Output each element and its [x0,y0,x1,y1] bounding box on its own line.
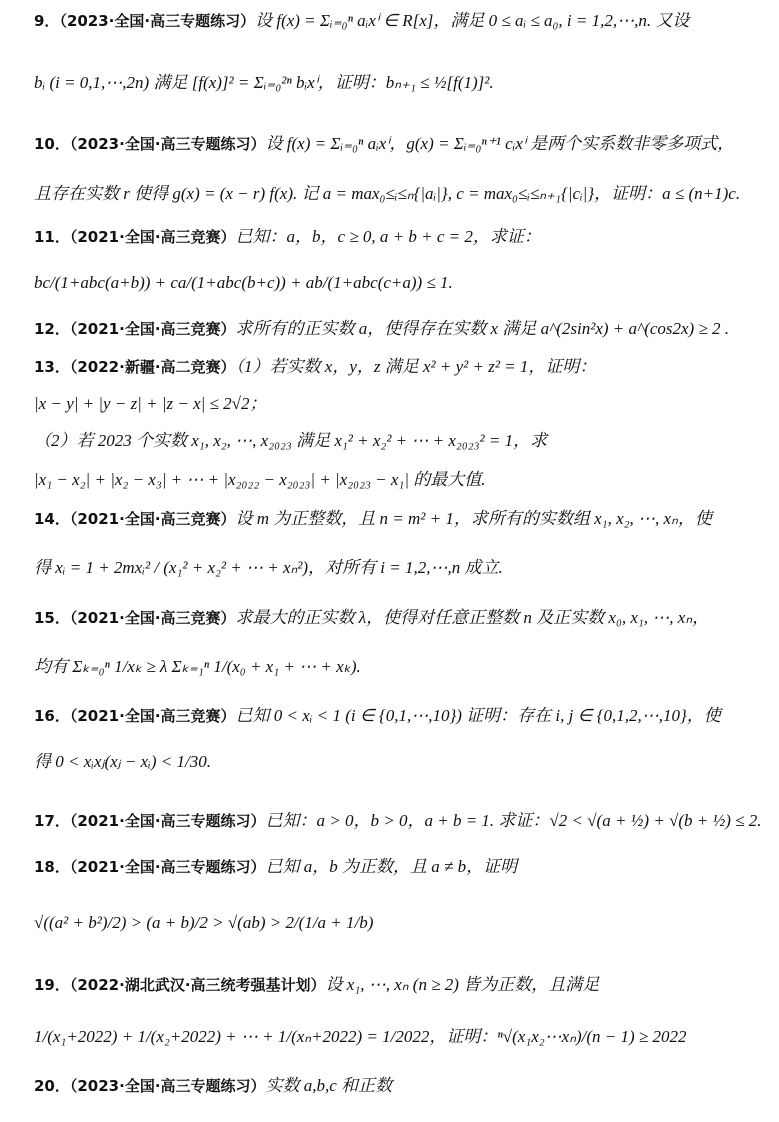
problem-source: （2021·全国·高三竞赛） [69,320,236,338]
problem-15-line2 [34,656,755,678]
problem-text: 已知：a，b，c ≥ 0, a + b + c = 2，求证： [235,227,541,246]
problem-13-line1 [34,356,755,378]
problem-text: 1/(x₁+2022) + 1/(x₂+2022) + ⋯ + 1/(xₙ+2022) = 1/2022，证明：ⁿ√(x₁x₂⋯xₙ)/(n − 1) ≥ 2022 [34,1027,687,1046]
problem-source: （2021·全国·高三竞赛） [69,707,236,725]
problem-text: |x₁ − x₂| + |x₂ − x₃| + ⋯ + |x₂₀₂₂ − x₂₀₂₃| + |x₂₀₂₃ − x₁| 的最大值. [34,470,486,489]
problem-number: 9． [34,12,60,30]
problem-10-line1 [34,133,755,155]
problem-18-line1 [34,856,755,878]
problem-source: （2022·湖北武汉·高三统考强基计划） [69,976,326,994]
problem-13-line4 [34,469,755,491]
problem-text: 得 xᵢ = 1 + 2mxᵢ² / (x₁² + x₂² + ⋯ + xₙ²)，对所有 i = 1,2,⋯,n 成立. [34,558,503,577]
problem-16-line1 [34,705,755,727]
problem-14-line2 [34,557,755,579]
problem-number: 19． [34,976,70,994]
problem-16-line2 [34,751,755,773]
problem-number: 10． [34,135,70,153]
problem-13-line3 [34,430,755,452]
problem-text: 实数 a,b,c 和正数 [265,1076,393,1095]
bottom-fade-overlay [410,1068,779,1122]
problem-17-line1 [34,810,762,832]
problem-number: 13． [34,358,70,376]
problem-source: （2021·全国·高三竞赛） [69,510,236,528]
problem-source: （2021·全国·高三竞赛） [69,609,236,627]
problem-text: 求最大的正实数 λ，使得对任意正整数 n 及正实数 x₀, x₁, ⋯, xₙ， [235,608,710,627]
problem-text: 设 f(x) = Σᵢ₌₀ⁿ aᵢxⁱ，g(x) = Σᵢ₌₀ⁿ⁺¹ cᵢxⁱ 是两个实系数非零多项式， [265,134,735,153]
problem-text: 已知：a > 0，b > 0，a + b = 1. 求证：√2 < √(a + ½) + √(b + ½) ≤ 2. [265,811,762,830]
problem-14-line1 [34,508,755,530]
problem-source: （2022·新疆·高二竞赛） [69,358,236,376]
problem-text: √((a² + b²)/2) > (a + b)/2 > √(ab) > 2/(1/a + 1/b) [34,913,374,932]
problem-number: 18． [34,858,70,876]
problem-source: （2023·全国·高三专题练习） [69,1077,266,1095]
problem-9-line1 [34,10,755,32]
problem-12-line1 [34,318,755,340]
problem-text: 设 x₁, ⋯, xₙ (n ≥ 2) 皆为正数，且满足 [325,975,600,994]
problem-13-line2 [34,393,755,415]
problem-number: 17． [34,812,70,830]
problem-text: bᵢ (i = 0,1,⋯,2n) 满足 [f(x)]² = Σᵢ₌₀²ⁿ bᵢxⁱ，证明：bₙ₊₁ ≤ ½[f(1)]². [34,73,494,92]
problem-number: 14． [34,510,70,528]
problem-text: 已知 0 < xᵢ < 1 (i ∈ {0,1,⋯,10}) 证明：存在 i, j ∈ {0,1,2,⋯,10}，使 [235,706,721,725]
problem-source: （2023·全国·高三专题练习） [59,12,256,30]
problem-source: （2021·全国·高三专题练习） [69,858,266,876]
problem-10-line2 [34,183,755,205]
problem-source: （2023·全国·高三专题练习） [69,135,266,153]
problem-text: bc/(1+abc(a+b)) + ca/(1+abc(b+c)) + ab/(1+abc(c+a)) ≤ 1. [34,273,453,292]
problem-number: 15． [34,609,70,627]
problem-text: 且存在实数 r 使得 g(x) = (x − r) f(x). 记 a = max₀≤ᵢ≤ₙ{|aᵢ|}, c = max₀≤ᵢ≤ₙ₊₁{|cᵢ|}，证明：a ≤ (n+1)c. [34,184,741,203]
problem-19-line1 [34,974,755,996]
problem-text: 设 m 为正整数，且 n = m² + 1，求所有的实数组 x₁, x₂, ⋯, xₙ，使 [235,509,712,528]
problem-source: （2021·全国·高三专题练习） [69,812,266,830]
problem-text: 设 f(x) = Σᵢ₌₀ⁿ aᵢxⁱ ∈ R[x]，满足 0 ≤ aᵢ ≤ a₀, i = 1,2,⋯,n. 又设 [255,11,690,30]
problem-9-line2 [34,72,755,94]
problem-number: 16． [34,707,70,725]
problem-11-line2 [34,272,755,294]
problem-11-line1 [34,226,755,248]
problem-text: 求所有的正实数 a，使得存在实数 x 满足 a^(2sin²x) + a^(cos2x) ≥ 2 . [235,319,730,338]
problem-text: 均有 Σₖ₌₀ⁿ 1/xₖ ≥ λ Σₖ₌₁ⁿ 1/(x₀ + x₁ + ⋯ + xₖ). [34,657,361,676]
problem-19-line2 [34,1026,755,1048]
problem-text: |x − y| + |y − z| + |z − x| ≤ 2√2； [34,394,267,413]
problem-text: 已知 a，b 为正数，且 a ≠ b，证明 [265,857,518,876]
problem-18-line2 [34,912,755,934]
problem-text: 得 0 < xᵢxⱼ(xⱼ − xᵢ) < 1/30. [34,752,211,771]
problem-text: （1）若实数 x，y，z 满足 x² + y² + z² = 1，证明： [235,357,597,376]
problem-number: 11． [34,228,70,246]
problem-number: 20． [34,1077,70,1095]
problem-source: （2021·全国·高三竞赛） [69,228,236,246]
problem-number: 12． [34,320,70,338]
problem-15-line1 [34,607,755,629]
problem-text: （2）若 2023 个实数 x₁, x₂, ⋯, x₂₀₂₃ 满足 x₁² + x₂² + ⋯ + x₂₀₂₃² = 1，求 [34,431,548,450]
